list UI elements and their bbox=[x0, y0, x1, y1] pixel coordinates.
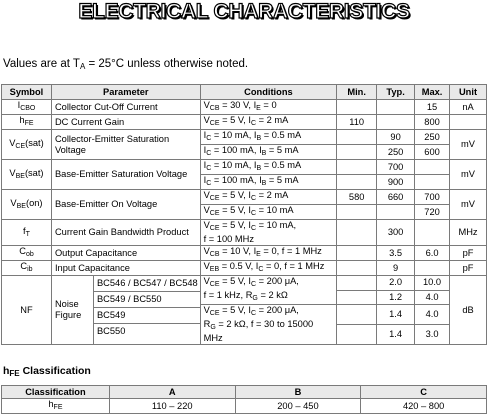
header-a: A bbox=[109, 386, 235, 399]
condition-cell: $V_{EB} = 0.5$ V, $I_C = 0$, f = 1 MHz bbox=[200, 261, 337, 276]
max-cell: 720 bbox=[415, 205, 450, 220]
value-c: 420 – 800 bbox=[361, 399, 487, 414]
min-cell bbox=[337, 100, 377, 115]
condition-cell: $I_C = 10$ mA, $I_B = 0.5$ mA bbox=[200, 160, 337, 175]
header-conditions: Conditions bbox=[200, 85, 337, 100]
max-cell: 800 bbox=[415, 115, 450, 130]
symbol-cell: $V_{BE}(sat)$ bbox=[2, 160, 52, 190]
note-sub: A bbox=[79, 62, 86, 71]
unit-cell: mV bbox=[450, 130, 487, 160]
condition-cell: $V_{CB} = 10$ V, $I_E = 0$, f = 1 MHz bbox=[200, 246, 337, 261]
typ-cell: 3.5 bbox=[377, 246, 415, 261]
typ-cell: 90 bbox=[377, 130, 415, 145]
nf-part: BC550 bbox=[96, 326, 126, 336]
table-header-row bbox=[2, 386, 487, 399]
nf-param-line1: Noise bbox=[54, 299, 79, 309]
symbol-cell: $V_{CE}(sat)$ bbox=[2, 130, 52, 160]
typ-cell bbox=[377, 100, 415, 115]
table-row bbox=[2, 261, 487, 276]
max-cell bbox=[415, 175, 450, 190]
nf-param-line2: Figure bbox=[54, 310, 82, 320]
table-row bbox=[2, 246, 487, 261]
unit-cell: mV bbox=[450, 190, 487, 220]
table-row bbox=[2, 115, 487, 130]
unit-cell bbox=[450, 115, 487, 130]
min-cell bbox=[337, 305, 377, 325]
note-prefix: Values are at T bbox=[3, 58, 80, 70]
typ-cell: 660 bbox=[377, 190, 415, 205]
table-row bbox=[2, 100, 487, 115]
min-cell bbox=[337, 175, 377, 190]
condition-cell: $V_{CE} = 5$ V, $I_C = 10$ mA, f = 100 MHz bbox=[200, 220, 337, 246]
typ-cell: 250 bbox=[377, 145, 415, 160]
unit-cell: dB bbox=[450, 276, 487, 345]
symbol-cell: $h_{FE}$ bbox=[2, 115, 52, 130]
symbol-cell: NF bbox=[2, 276, 52, 345]
table-row bbox=[2, 130, 487, 145]
condition-cell: $V_{CB} = 30$ V, $I_E = 0$ bbox=[200, 100, 337, 115]
nf-part: BC549 / BC550 bbox=[94, 292, 200, 308]
typ-cell: 700 bbox=[377, 160, 415, 175]
max-cell: 3.0 bbox=[415, 325, 450, 345]
note-suffix: = 25°C unless otherwise noted. bbox=[85, 58, 249, 70]
parameter-cell bbox=[51, 276, 200, 345]
typ-cell: 1.4 bbox=[377, 325, 415, 345]
parameter-cell: Current Gain Bandwidth Product bbox=[51, 220, 200, 246]
conditions-note bbox=[3, 58, 248, 71]
nf-part: BC549 bbox=[94, 308, 200, 324]
unit-cell: nA bbox=[450, 100, 487, 115]
condition-cell: $I_C = 100$ mA, $I_B = 5$ mA bbox=[200, 145, 337, 160]
max-cell bbox=[415, 261, 450, 276]
max-cell bbox=[415, 220, 450, 246]
typ-cell: 300 bbox=[377, 220, 415, 246]
parameter-cell: Base-Emitter Saturation Voltage bbox=[51, 160, 200, 190]
parameter-cell: Collector Cut-Off Current bbox=[51, 100, 200, 115]
table-row bbox=[2, 160, 487, 175]
header-symbol: Symbol bbox=[2, 85, 52, 100]
min-cell bbox=[337, 261, 377, 276]
condition-cell: $V_{CE} = 5$ V, $I_C = 10$ mA bbox=[200, 205, 337, 220]
header-unit: Unit bbox=[450, 85, 487, 100]
min-cell bbox=[337, 205, 377, 220]
max-cell: 4.0 bbox=[415, 305, 450, 325]
symbol-cell: $f_T$ bbox=[2, 220, 52, 246]
unit-cell: pF bbox=[450, 261, 487, 276]
condition-cell: $V_{CE} = 5$ V, $I_C = 200$ μA, f = 1 kHz, $R_G = 2$ kΩ bbox=[200, 276, 337, 305]
parameter-cell: Output Capacitance bbox=[51, 246, 200, 261]
parameter-cell: DC Current Gain bbox=[51, 115, 200, 130]
header-classification: Classification bbox=[2, 386, 110, 399]
hfe-classification-heading: $h_{FE}$ Classification bbox=[3, 365, 91, 378]
header-typ: Typ. bbox=[377, 85, 415, 100]
min-cell bbox=[337, 145, 377, 160]
hfe-classification-table bbox=[1, 385, 487, 414]
unit-cell: mV bbox=[450, 160, 487, 190]
condition-cell: $V_{CE} = 5$ V, $I_C = 2$ mA bbox=[200, 115, 337, 130]
condition-cell: $I_C = 100$ mA, $I_B = 5$ mA bbox=[200, 175, 337, 190]
min-cell bbox=[337, 160, 377, 175]
min-cell bbox=[337, 246, 377, 261]
max-cell: 15 bbox=[415, 100, 450, 115]
symbol-cell: $C_{ib}$ bbox=[2, 261, 52, 276]
symbol-cell: $I_{CBO}$ bbox=[2, 100, 52, 115]
typ-cell: 2.0 bbox=[377, 276, 415, 291]
min-cell bbox=[337, 130, 377, 145]
typ-cell bbox=[377, 115, 415, 130]
typ-cell: 1.4 bbox=[377, 305, 415, 325]
page-title: ELECTRICAL CHARACTERISTICS bbox=[78, 0, 410, 23]
header-min: Min. bbox=[337, 85, 377, 100]
min-cell: 110 bbox=[337, 115, 377, 130]
typ-cell: 9 bbox=[377, 261, 415, 276]
nf-part: BC546 / BC547 / BC548 bbox=[94, 276, 200, 292]
parameter-cell: Input Capacitance bbox=[51, 261, 200, 276]
max-cell: 10.0 bbox=[415, 276, 450, 291]
symbol-cell: $V_{BE}(on)$ bbox=[2, 190, 52, 220]
typ-cell bbox=[377, 205, 415, 220]
min-cell: 580 bbox=[337, 190, 377, 205]
min-cell bbox=[337, 325, 377, 345]
table-header-row bbox=[2, 85, 487, 100]
max-cell: 700 bbox=[415, 190, 450, 205]
condition-cell: $I_C = 10$ mA, $I_B = 0.5$ mA bbox=[200, 130, 337, 145]
typ-cell: 1.2 bbox=[377, 290, 415, 305]
table-row bbox=[2, 276, 487, 291]
typ-cell: 900 bbox=[377, 175, 415, 190]
max-cell: 250 bbox=[415, 130, 450, 145]
unit-cell: pF bbox=[450, 246, 487, 261]
min-cell bbox=[337, 290, 377, 305]
condition-cell: $V_{CE} = 5$ V, $I_C = 2$ mA bbox=[200, 190, 337, 205]
min-cell bbox=[337, 276, 377, 291]
header-c: C bbox=[361, 386, 487, 399]
max-cell: 6.0 bbox=[415, 246, 450, 261]
table-row bbox=[2, 220, 487, 246]
condition-cell: $V_{CE} = 5$ V, $I_C = 200$ μA, $R_G = 2$ kΩ, f = 30 to 15000 MHz bbox=[200, 305, 337, 345]
unit-cell: MHz bbox=[450, 220, 487, 246]
value-a: 110 – 220 bbox=[109, 399, 235, 414]
header-b: B bbox=[235, 386, 361, 399]
max-cell bbox=[415, 160, 450, 175]
header-parameter: Parameter bbox=[51, 85, 200, 100]
table-row bbox=[2, 190, 487, 205]
max-cell: 600 bbox=[415, 145, 450, 160]
parameter-cell: Base-Emitter On Voltage bbox=[51, 190, 200, 220]
row-label: $h_{FE}$ bbox=[2, 399, 110, 414]
parameter-cell: Collector-Emitter Saturation Voltage bbox=[51, 130, 200, 160]
table-row bbox=[2, 399, 487, 414]
electrical-characteristics-table bbox=[1, 84, 487, 345]
min-cell bbox=[337, 220, 377, 246]
max-cell: 4.0 bbox=[415, 290, 450, 305]
value-b: 200 – 450 bbox=[235, 399, 361, 414]
header-max: Max. bbox=[415, 85, 450, 100]
symbol-cell: $C_{ob}$ bbox=[2, 246, 52, 261]
